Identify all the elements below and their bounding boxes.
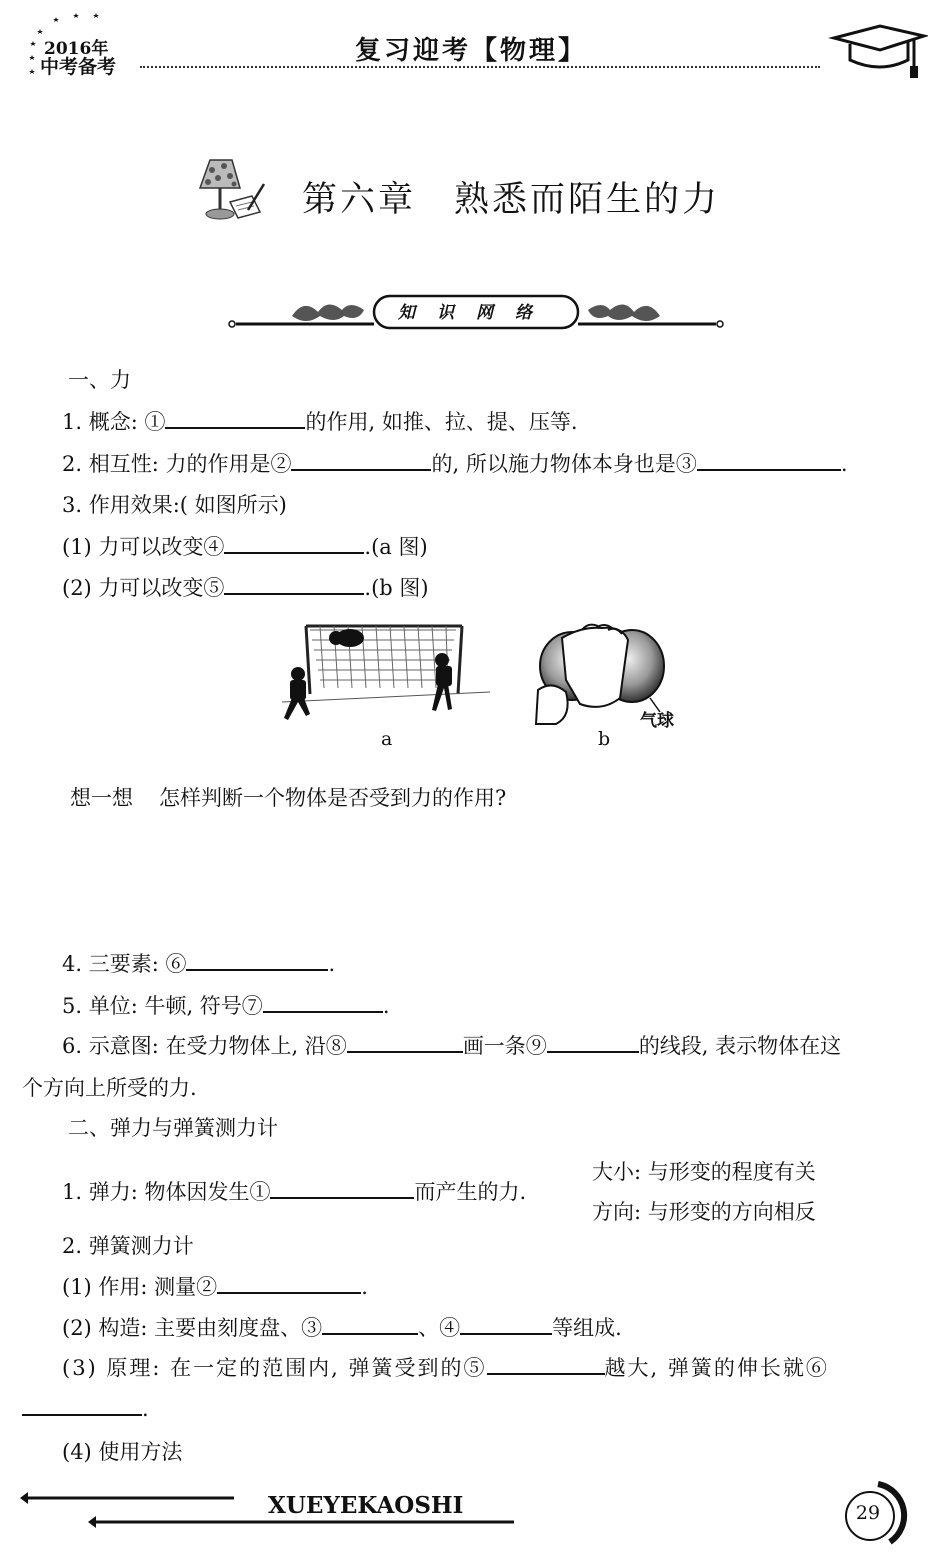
think-line — [70, 782, 506, 812]
elements-pre: 4. 三要素: ⑥ — [62, 952, 187, 976]
elastic-post: 而产生的力. — [414, 1180, 527, 1204]
meter-use-line — [62, 1271, 368, 1301]
meter-usage-line: (4) 使用方法 — [62, 1440, 183, 1464]
meter-structure-pre: (2) 构造: 主要由刻度盘、③ — [62, 1316, 323, 1340]
blank-2[interactable] — [291, 449, 431, 471]
figure-b-label: b — [598, 728, 611, 750]
diagram-cont: 个方向上所受的力. — [22, 1076, 197, 1100]
meter-principle-line — [62, 1352, 829, 1382]
meter-structure-line — [62, 1312, 622, 1342]
page-number: 29 — [855, 1502, 881, 1524]
figure-a-label: a — [381, 728, 393, 750]
blank-s2-1[interactable] — [270, 1177, 414, 1199]
meter-principle-end: . — [142, 1397, 149, 1421]
blank-s2-5[interactable] — [487, 1353, 605, 1375]
brace-size: 大小: 与形变的程度有关 — [592, 1160, 816, 1184]
blank-s2-3[interactable] — [322, 1313, 418, 1335]
diagram-line — [62, 1030, 841, 1060]
unit-pre: 5. 单位: 牛顿, 符号⑦ — [62, 994, 263, 1018]
chapter-title: 第六章 熟悉而陌生的力 — [302, 180, 721, 220]
concept-post: 的作用, 如推、拉、提、压等. — [305, 410, 578, 434]
think-label: 想一想 — [70, 786, 133, 810]
meter-use-post: . — [361, 1275, 368, 1299]
graduation-cap-icon — [828, 22, 928, 82]
effect-b-line — [62, 572, 429, 602]
footer-text: XUEYEKAOSHI — [268, 1492, 464, 1519]
meter-principle-pre: (3) 原理: 在一定的范围内, 弹簧受到的⑤ — [62, 1356, 487, 1380]
blank-5[interactable] — [224, 573, 364, 595]
blank-9[interactable] — [547, 1031, 639, 1053]
elements-line — [62, 948, 335, 978]
effect-a-post: .(a 图) — [364, 535, 428, 559]
unit-post: . — [382, 994, 390, 1018]
meter-structure-mid: 、④ — [418, 1316, 461, 1340]
blank-8[interactable] — [347, 1031, 463, 1053]
blank-3[interactable] — [697, 449, 841, 471]
meter-principle-mid: 越大, 弹簧的伸长就⑥ — [604, 1356, 829, 1380]
diagram-mid: 画一条⑨ — [462, 1034, 547, 1058]
brace-direction: 方向: 与形变的方向相反 — [592, 1200, 816, 1224]
meter-principle-cont — [22, 1394, 149, 1421]
blank-s2-2[interactable] — [217, 1272, 361, 1294]
lamp-notebook-icon — [190, 156, 266, 226]
header-divider — [140, 66, 820, 68]
meter-line: 2. 弹簧测力计 — [62, 1234, 194, 1258]
mutuality-pre: 2. 相互性: 力的作用是② — [62, 452, 292, 476]
balloon-label: 气球 — [640, 711, 674, 731]
blank-s2-6[interactable] — [22, 1394, 142, 1416]
header-exam: 中考备考 — [40, 56, 117, 78]
meter-structure-post: 等组成. — [552, 1316, 622, 1340]
diagram-pre: 6. 示意图: 在受力物体上, 沿⑧ — [62, 1034, 347, 1058]
mutuality-post: . — [840, 452, 848, 476]
soccer-illustration — [276, 618, 496, 728]
section1-heading: 一、力 — [68, 368, 131, 392]
blank-6[interactable] — [186, 949, 328, 971]
unit-line — [62, 990, 390, 1020]
think-question: 怎样判断一个物体是否受到力的作用? — [159, 786, 507, 810]
meter-use-pre: (1) 作用: 测量② — [62, 1275, 218, 1299]
concept-line — [62, 406, 578, 436]
mutuality-mid: 的, 所以施力物体本身也是③ — [431, 452, 697, 476]
blank-4[interactable] — [224, 532, 364, 554]
mutuality-line — [62, 448, 848, 478]
effect-line: 3. 作用效果:( 如图所示) — [62, 493, 287, 517]
diagram-post: 的线段, 表示物体在这 — [638, 1034, 842, 1058]
elements-post: . — [328, 952, 336, 976]
blank-1[interactable] — [165, 407, 305, 429]
effect-b-pre: (2) 力可以改变⑤ — [62, 576, 225, 600]
concept-pre: 1. 概念: ① — [62, 410, 166, 434]
effect-a-pre: (1) 力可以改变④ — [62, 535, 225, 559]
elastic-line — [62, 1176, 526, 1206]
banner-title: 知识网络 — [398, 303, 554, 323]
header-year: 2016年 — [44, 39, 109, 59]
blank-s2-4[interactable] — [460, 1313, 552, 1335]
section2-heading: 二、弹力与弹簧测力计 — [68, 1116, 278, 1140]
effect-a-line — [62, 531, 428, 561]
effect-b-post: .(b 图) — [364, 576, 429, 600]
elastic-pre: 1. 弹力: 物体因发生① — [62, 1180, 271, 1204]
blank-7[interactable] — [263, 991, 383, 1013]
header-title: 复习迎考【物理】 — [355, 36, 588, 66]
